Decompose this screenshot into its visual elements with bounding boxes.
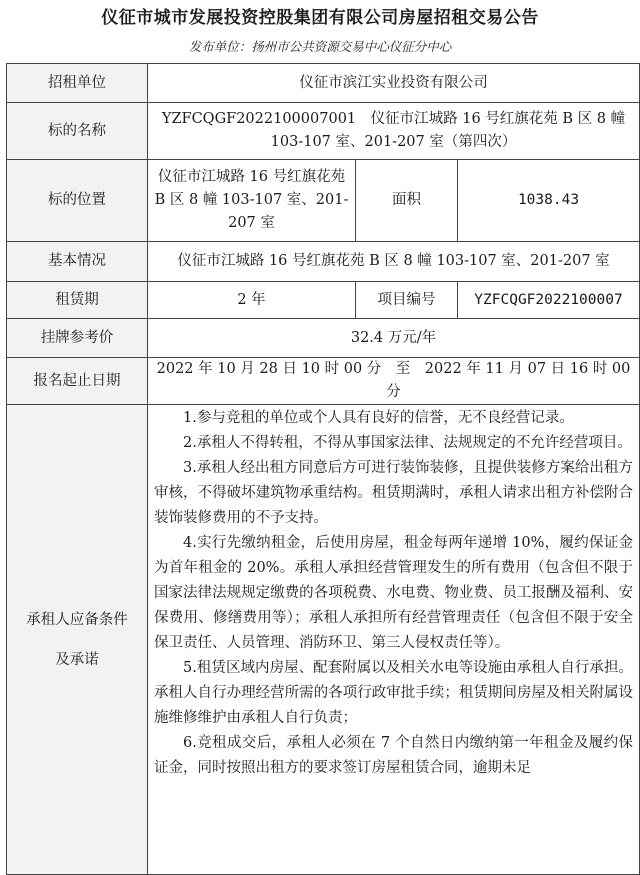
conditions-label xyxy=(7,405,148,875)
row-conditions xyxy=(7,405,640,875)
area-value: 1038.43 xyxy=(458,160,640,242)
row-location xyxy=(7,160,640,242)
row-price xyxy=(7,319,640,358)
notice-table xyxy=(6,63,640,875)
condition-item-6: 6.竞租成交后，承租人必须在 7 个自然日内缴纳第一年租金及履约保证金，同时按照出租方的要求签订房屋租赁合同，逾期未足 xyxy=(154,735,634,776)
lessor-value: 仪征市滨江实业投资有限公司 xyxy=(148,64,640,103)
lessor-label: 招租单位 xyxy=(7,64,148,103)
term-label: 租赁期 xyxy=(7,282,148,319)
page-title: 仪征市城市发展投资控股集团有限公司房屋招租交易公告 xyxy=(101,8,539,28)
row-basic xyxy=(7,242,640,282)
price-label: 挂牌参考价 xyxy=(7,319,148,358)
code-value: YZFCQGF2022100007 xyxy=(458,282,640,319)
row-term xyxy=(7,282,640,319)
location-value: 仪征市江城路 16 号红旗花苑 B 区 8 幢 103-107 室、201-207 室 xyxy=(148,160,356,242)
subject-label: 标的名称 xyxy=(7,103,148,160)
condition-item-4: 4.实行先缴纳租金，后使用房屋，租金每两年递增 10%，履约保证金为首年租金的 20%。承租人承担经营管理发生的所有费用（包含但不限于国家法律法规规定缴费的各项税费、水电费、物业费、员工报酬及福利、安保费用、修缮费用等）；承租人承担所有经营管理责任（包含但不限于安全保卫责任、人员管理、消防环卫、第三人侵权责任等）。 xyxy=(154,535,634,651)
condition-item-1: 1.参与竞租的单位或个人具有良好的信誉，无不良经营记录。 xyxy=(183,410,574,426)
dates-label: 报名起止日期 xyxy=(7,358,148,405)
code-label: 项目编号 xyxy=(356,282,458,319)
conditions-content xyxy=(148,405,640,875)
price-value: 32.4 万元/年 xyxy=(148,319,640,358)
condition-item-2: 2.承租人不得转租，不得从事国家法律、法规规定的不允许经营项目。 xyxy=(183,435,632,451)
condition-item-3: 3.承租人经出租方同意后方可进行装饰装修，且提供装修方案给出租方审核，不得破坏建筑物承重结构。租赁期满时，承租人请求出租方补偿附合装饰装修费用的不予支持。 xyxy=(154,460,634,526)
term-value: 2 年 xyxy=(148,282,356,319)
publisher-line: 发布单位：扬州市公共资源交易中心仪征分中心 xyxy=(188,39,452,54)
area-label: 面积 xyxy=(356,160,458,242)
subject-value: YZFCQGF2022100007001 仪征市江城路 16 号红旗花苑 B 区 8 幢 103-107 室、201-207 室（第四次） xyxy=(148,103,640,160)
basic-value: 仪征市江城路 16 号红旗花苑 B 区 8 幢 103-107 室、201-207 室 xyxy=(148,242,640,282)
location-label: 标的位置 xyxy=(7,160,148,242)
conditions-label-line2: 及承诺 xyxy=(55,651,99,668)
row-lessor xyxy=(7,64,640,103)
row-dates xyxy=(7,358,640,405)
basic-label: 基本情况 xyxy=(7,242,148,282)
row-subject xyxy=(7,103,640,160)
condition-item-5: 5.租赁区域内房屋、配套附属以及相关水电等设施由承租人自行承担。承租人自行办理经营所需的各项行政审批手续；租赁期间房屋及相关附属设施维修维护由承租人自行负责； xyxy=(154,660,634,726)
dates-value: 2022 年 10 月 28 日 10 时 00 分 至 2022 年 11 月 07 日 16 时 00 分 xyxy=(148,358,640,405)
conditions-label-line1: 承租人应备条件 xyxy=(26,611,128,628)
